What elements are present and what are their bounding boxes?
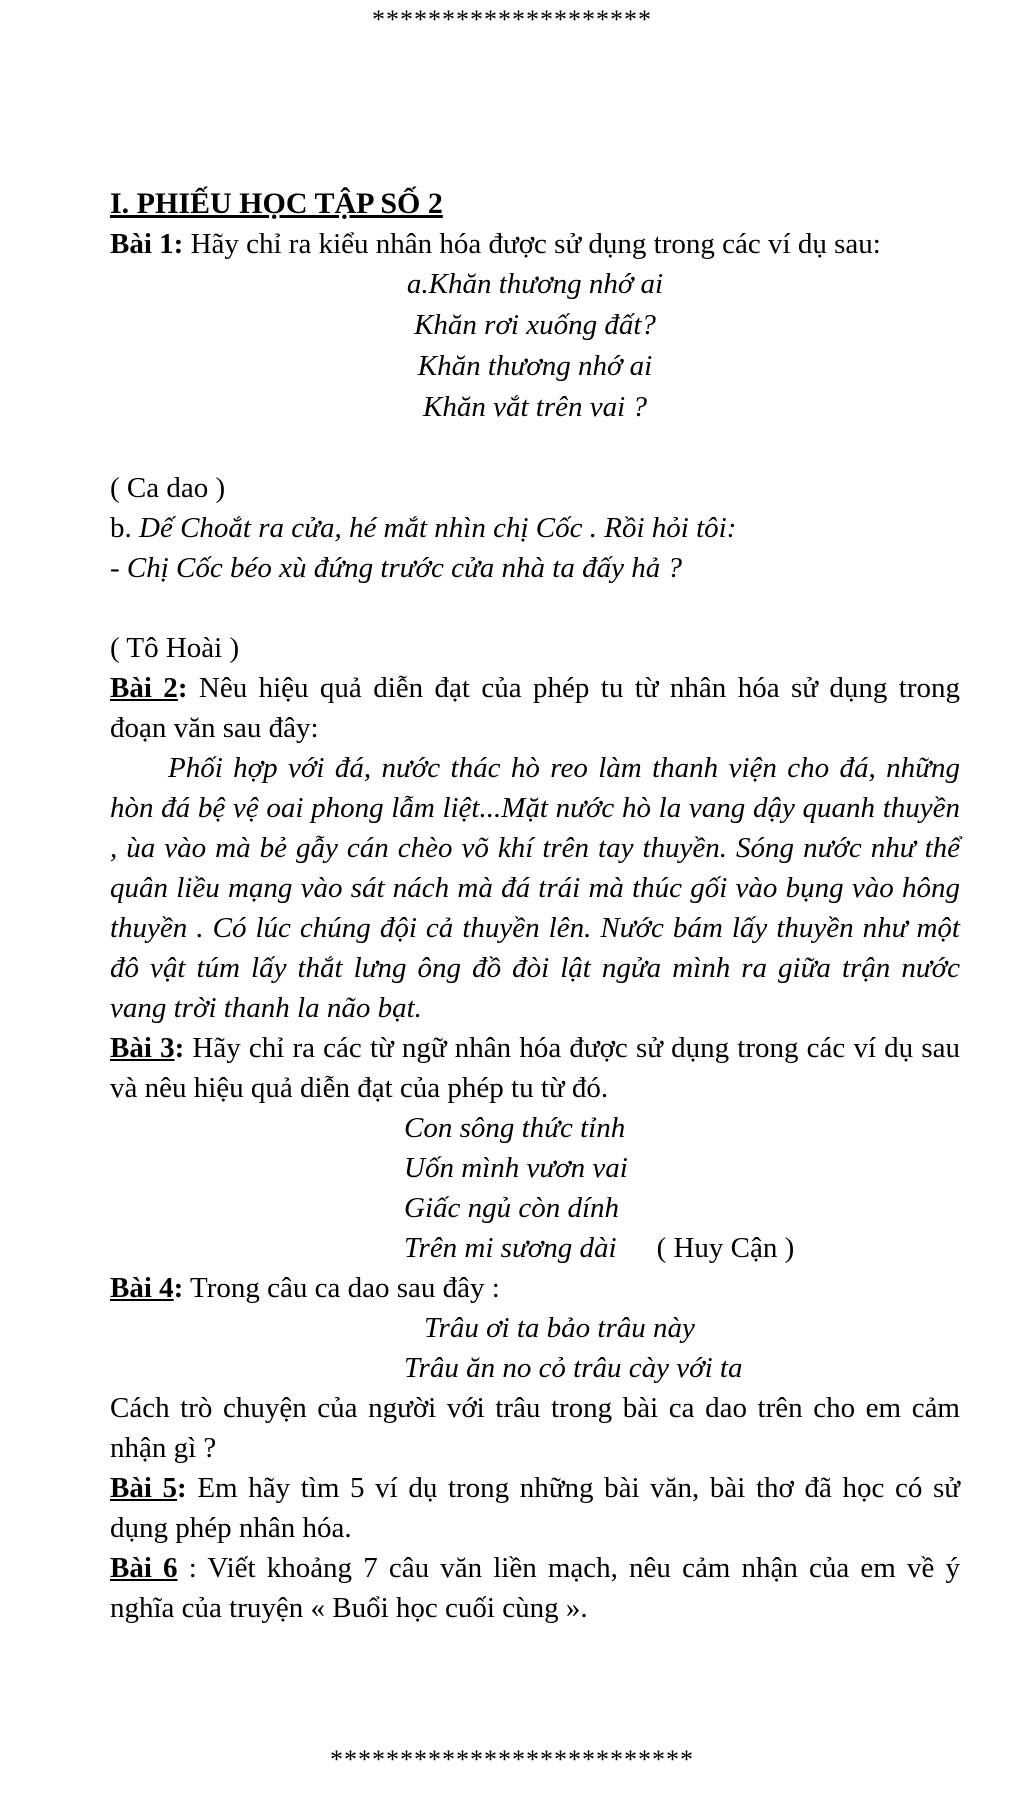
exercise-1-source-b: ( Tô Hoài ) bbox=[110, 632, 240, 664]
spacer bbox=[110, 588, 960, 628]
poem-line: Khăn thương nhớ ai bbox=[417, 350, 653, 382]
spacer bbox=[110, 428, 960, 468]
exercise-4-prompt bbox=[110, 1268, 960, 1308]
poem-line: Uốn mình vươn vai bbox=[404, 1152, 628, 1184]
exercise-4-label: Bài 4 bbox=[110, 1272, 174, 1304]
exercise-2-text: Nêu hiệu quả diễn đạt của phép tu từ nhân hóa sử dụng trong đoạn văn sau đây: bbox=[110, 672, 960, 744]
poem-line: Khăn rơi xuống đất? bbox=[414, 309, 656, 341]
poem-line: Giấc ngủ còn dính bbox=[404, 1192, 620, 1224]
exercise-4-poem-line-1: Trâu ơi ta bảo trâu này bbox=[424, 1312, 695, 1344]
poem-line-last bbox=[404, 1228, 960, 1268]
bottom-star-divider: ************************** bbox=[330, 1745, 694, 1774]
poem-source: ( Huy Cận ) bbox=[656, 1232, 795, 1264]
exercise-4-question: Cách trò chuyện của người với trâu trong bài ca dao trên cho em cảm nhận gì ? bbox=[110, 1392, 960, 1464]
exercise-1-source-a: ( Ca dao ) bbox=[110, 472, 226, 504]
exercise-2-prompt bbox=[110, 668, 960, 748]
poem-line: a.Khăn thương nhớ ai bbox=[406, 268, 664, 300]
exercise-1-part-b bbox=[110, 508, 960, 548]
exercise-3-label: Bài 3 bbox=[110, 1032, 175, 1064]
exercise-2-passage: Phối hợp với đá, nước thác hò reo làm thanh viện cho đá, những hòn đá bệ vệ oai phong lẫm liệt...Mặt nước hò la vang dậy quanh thuyền , ùa vào mà bẻ gẫy cán chèo võ khí trên tay thuyền. Sóng nước như thể quân liều mạng vào sát nách mà đá trái mà thúc gối vào bụng vào hông thuyền . Có lúc chúng đội cả thuyền lên. Nước bám lấy thuyền như một đô vật túm lấy thắt lưng ông đồ đòi lật ngửa mình ra giữa trận nước vang trời thanh la não bạt. bbox=[110, 752, 960, 1024]
exercise-5-colon: : bbox=[177, 1472, 187, 1504]
exercise-1-label: Bài 1: bbox=[110, 228, 184, 260]
exercise-6-prompt bbox=[110, 1548, 960, 1628]
part-b-line-1: Dế Choắt ra cửa, hé mắt nhìn chị Cốc . Rồi hỏi tôi: bbox=[139, 512, 737, 544]
exercise-4-poem-line-2: Trâu ăn no cỏ trâu cày với ta bbox=[404, 1352, 743, 1384]
top-star-divider: ******************** bbox=[372, 5, 652, 34]
exercise-3-prompt bbox=[110, 1028, 960, 1108]
exercise-3-text: Hãy chỉ ra các từ ngữ nhân hóa được sử dụng trong các ví dụ sau và nêu hiệu quả diễn đạt của phép tu từ đó. bbox=[110, 1032, 960, 1104]
exercise-1-prompt bbox=[110, 224, 960, 264]
worksheet-content bbox=[110, 184, 960, 1628]
exercise-4-text: Trong câu ca dao sau đây : bbox=[183, 1272, 500, 1304]
exercise-4-colon: : bbox=[173, 1272, 184, 1304]
part-b-prefix: b. bbox=[110, 512, 139, 544]
part-b-line-2: - Chị Cốc béo xù đứng trước cửa nhà ta đấy hả ? bbox=[110, 552, 682, 584]
exercise-6-label: Bài 6 bbox=[110, 1552, 178, 1584]
exercise-1-text: Hãy chỉ ra kiểu nhân hóa được sử dụng trong các ví dụ sau: bbox=[183, 228, 881, 260]
exercise-5-prompt bbox=[110, 1468, 960, 1548]
exercise-2-label: Bài 2 bbox=[110, 672, 178, 704]
exercise-2-colon: : bbox=[177, 672, 188, 704]
poem-line: Trên mi sương dài bbox=[404, 1232, 617, 1264]
exercise-6-text: : Viết khoảng 7 câu văn liền mạch, nêu cảm nhận của em về ý nghĩa của truyện « Buổi học cuối cùng ». bbox=[110, 1552, 960, 1624]
exercise-5-label: Bài 5 bbox=[110, 1472, 178, 1504]
exercise-5-text: Em hãy tìm 5 ví dụ trong những bài văn, bài thơ đã học có sử dụng phép nhân hóa. bbox=[110, 1472, 960, 1544]
exercise-1-poem bbox=[110, 264, 960, 428]
exercise-3-poem bbox=[110, 1108, 960, 1268]
poem-line: Khăn vắt trên vai ? bbox=[423, 391, 647, 423]
poem-line: Con sông thức tỉnh bbox=[404, 1112, 626, 1144]
exercise-3-colon: : bbox=[174, 1032, 185, 1064]
worksheet-heading: I. PHIẾU HỌC TẬP SỐ 2 bbox=[110, 187, 443, 220]
